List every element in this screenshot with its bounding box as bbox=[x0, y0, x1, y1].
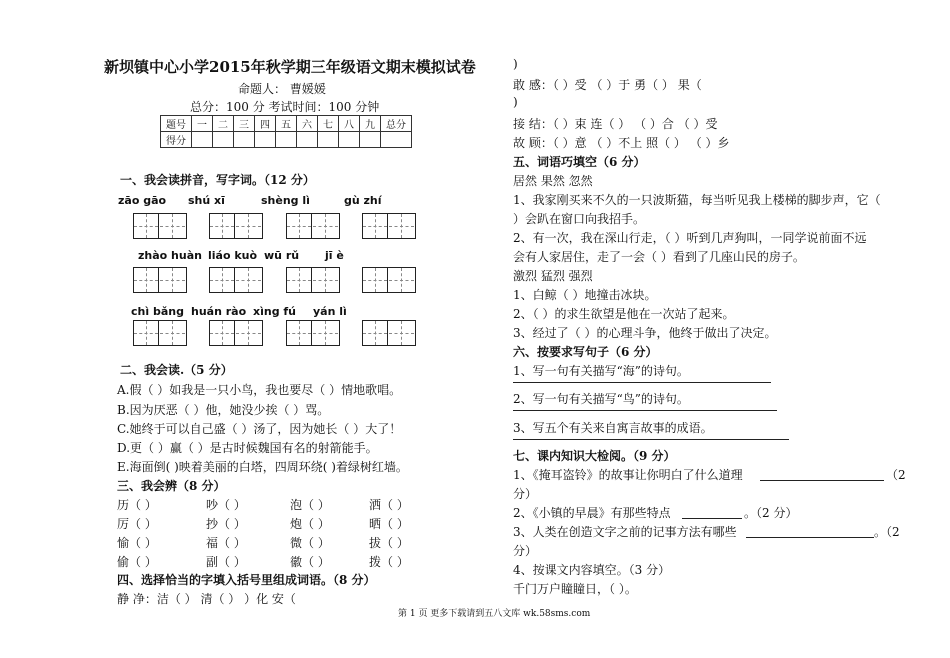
pinyin: jī è bbox=[325, 249, 344, 262]
question-line: E.海面倒( )映着美丽的白塔，四周环绕( )着绿树红墙。 bbox=[117, 460, 408, 474]
answer-line[interactable] bbox=[513, 439, 789, 440]
question-line: 1、《掩耳盗铃》的故事让你明白了什么道理 bbox=[513, 468, 743, 482]
question-line: 接 结：（ ）束 连（ ） （ ）合 （ ）受 bbox=[513, 117, 718, 131]
page-footer: 第 1 页 更多下载请到五八文库 wk.58sms.com bbox=[398, 609, 591, 619]
exam-meta: 总分：100 分 考试时间：100 分钟 bbox=[190, 100, 380, 114]
pinyin: huán rào bbox=[191, 305, 247, 318]
char-item: 厉（ ） bbox=[117, 517, 157, 531]
section5-heading: 五、词语巧填空（6 分） bbox=[513, 155, 646, 169]
score-cell: 七 bbox=[318, 116, 339, 132]
question-line: 4、按课文内容填空。（3 分） bbox=[513, 563, 671, 577]
question-line: 2、写一句有关描写“鸟”的诗句。 bbox=[513, 392, 689, 406]
char-item: 吵（ ） bbox=[206, 498, 246, 512]
score-value-row bbox=[161, 132, 412, 148]
char-item: 泡（ ） bbox=[290, 498, 330, 512]
char-item: 副（ ） bbox=[206, 555, 246, 569]
score-cell: 四 bbox=[255, 116, 276, 132]
char-item: 抄（ ） bbox=[206, 517, 246, 531]
answer-line[interactable] bbox=[746, 537, 874, 538]
question-line: 故 顾：（ ）意 （ ）不上 照（ ） （ ）乡 bbox=[513, 136, 730, 150]
question-line: 2、《小镇的早晨》有那些特点 bbox=[513, 506, 671, 520]
points: 。（2 bbox=[874, 525, 900, 539]
word-choices: 居然 果然 忽然 bbox=[513, 174, 593, 188]
score-cell: 六 bbox=[297, 116, 318, 132]
section2-heading: 二、我会读.（5 分） bbox=[120, 363, 233, 377]
score-cell: 九 bbox=[360, 116, 381, 132]
writing-grid[interactable] bbox=[133, 267, 187, 293]
score-label: 得分 bbox=[161, 132, 192, 148]
pinyin: xìng fú bbox=[253, 305, 297, 318]
continuation: 分） bbox=[513, 487, 538, 501]
writing-grid[interactable] bbox=[133, 213, 187, 239]
question-line: 1、写一句有关描写“海”的诗句。 bbox=[513, 364, 689, 378]
score-cell: 八 bbox=[339, 116, 360, 132]
score-blank[interactable] bbox=[234, 132, 255, 148]
pinyin: wū rǔ bbox=[264, 249, 300, 262]
score-cell: 一 bbox=[192, 116, 213, 132]
score-cell: 二 bbox=[213, 116, 234, 132]
section6-heading: 六、按要求写句子（6 分） bbox=[513, 345, 658, 359]
score-blank[interactable] bbox=[360, 132, 381, 148]
writing-grid[interactable] bbox=[209, 320, 263, 346]
writing-grid[interactable] bbox=[286, 267, 340, 293]
char-item: 炮（ ） bbox=[290, 517, 330, 531]
question-line: 3、写五个有关来自寓言故事的成语。 bbox=[513, 421, 713, 435]
question-line: 敢 感：（ ）受 （ ）于 勇（ ） 果（ bbox=[513, 78, 702, 92]
score-blank[interactable] bbox=[255, 132, 276, 148]
pinyin: chì bǎng bbox=[131, 305, 184, 318]
answer-line[interactable] bbox=[513, 382, 771, 383]
pinyin: zāo gāo bbox=[118, 194, 167, 207]
score-blank[interactable] bbox=[381, 132, 412, 148]
question-line: 静 净：洁（ ） 清（ ） ）化 安（ bbox=[117, 592, 296, 606]
word-choices: 激烈 猛烈 强烈 bbox=[513, 269, 593, 283]
page-title: 新坝镇中心小学2015年秋学期三年级语文期末模拟试卷 bbox=[104, 58, 476, 76]
question-line: 1、白鲸（ ）地撞击冰块。 bbox=[513, 288, 657, 302]
writing-grid[interactable] bbox=[362, 320, 416, 346]
pinyin: zhào huàn bbox=[138, 249, 202, 262]
writing-grid[interactable] bbox=[209, 267, 263, 293]
score-cell: 总分 bbox=[381, 116, 412, 132]
char-item: 晒（ ） bbox=[369, 517, 409, 531]
writing-grid[interactable] bbox=[286, 320, 340, 346]
score-blank[interactable] bbox=[213, 132, 234, 148]
question-line: 会有人家居住，走了一会（ ）看到了几座山民的房子。 bbox=[513, 250, 805, 264]
char-item: 偷（ ） bbox=[117, 555, 157, 569]
question-line: 3、经过了（ ）的心理斗争，他终于做出了决定。 bbox=[513, 326, 777, 340]
question-line: C.她终于可以自己盛（ ）汤了，因为她长（ ）大了！ bbox=[117, 422, 402, 436]
continuation: ) bbox=[513, 57, 518, 71]
writing-grid[interactable] bbox=[133, 320, 187, 346]
pinyin: shèng lì bbox=[261, 194, 310, 207]
writing-grid[interactable] bbox=[286, 213, 340, 239]
score-cell: 三 bbox=[234, 116, 255, 132]
score-blank[interactable] bbox=[192, 132, 213, 148]
answer-line[interactable] bbox=[682, 518, 742, 519]
score-blank[interactable] bbox=[339, 132, 360, 148]
question-line: 1、我家刚买来不久的一只波斯猫，每当听见我上楼梯的脚步声，它（ bbox=[513, 193, 881, 207]
question-line: D.更（ ）赢（ ）是古时候魏国有名的射箭能手。 bbox=[117, 441, 378, 455]
char-item: 拨（ ） bbox=[369, 555, 409, 569]
answer-line[interactable] bbox=[513, 410, 777, 411]
pinyin: shú xī bbox=[188, 194, 225, 207]
section7-heading: 七、课内知识大检阅。（9 分） bbox=[513, 449, 676, 463]
char-item: 微（ ） bbox=[290, 536, 330, 550]
section1-heading: 一、我会读拼音，写字词。（12 分） bbox=[120, 173, 315, 187]
points: （2 bbox=[886, 468, 906, 482]
answer-line[interactable] bbox=[760, 480, 884, 481]
score-cell: 五 bbox=[276, 116, 297, 132]
char-item: 福（ ） bbox=[206, 536, 246, 550]
points: 。（2 分） bbox=[744, 506, 798, 520]
continuation: ) bbox=[513, 95, 518, 109]
score-blank[interactable] bbox=[276, 132, 297, 148]
score-cell: 题号 bbox=[161, 116, 192, 132]
question-line: B.因为厌恶（ ）他，她没少挨（ ）骂。 bbox=[117, 403, 330, 417]
score-blank[interactable] bbox=[318, 132, 339, 148]
pinyin: liáo kuò bbox=[208, 249, 258, 262]
char-item: 徽（ ） bbox=[290, 555, 330, 569]
question-line: 千门万户瞳瞳日，（ ）。 bbox=[513, 582, 637, 596]
question-line: 3、人类在创造文字之前的记事方法有哪些 bbox=[513, 525, 737, 539]
section4-heading: 四、选择恰当的字填入括号里组成词语。（8 分） bbox=[117, 573, 376, 587]
char-item: 历（ ） bbox=[117, 498, 157, 512]
pinyin: gù zhí bbox=[344, 194, 382, 207]
score-blank[interactable] bbox=[297, 132, 318, 148]
score-header-row bbox=[161, 116, 412, 132]
char-item: 洒（ ） bbox=[369, 498, 409, 512]
score-table bbox=[160, 115, 412, 148]
writing-grid[interactable] bbox=[362, 267, 416, 293]
author-line: 命题人： 曹媛媛 bbox=[238, 82, 326, 96]
writing-grid[interactable] bbox=[209, 213, 263, 239]
char-item: 愉（ ） bbox=[117, 536, 157, 550]
question-line: 2、有一次，我在深山行走，（ ）听到几声狗叫，一同学说前面不远 bbox=[513, 231, 867, 245]
question-line: 2、（ ）的求生欲望是他在一次站了起来。 bbox=[513, 307, 735, 321]
question-line: A.假（ ）如我是一只小鸟，我也要尽（ ）情地歌唱。 bbox=[117, 383, 402, 397]
continuation: 分） bbox=[513, 544, 538, 558]
writing-grid[interactable] bbox=[362, 213, 416, 239]
pinyin: yán lì bbox=[313, 305, 347, 318]
char-item: 拔（ ） bbox=[369, 536, 409, 550]
section3-heading: 三、我会辨（8 分） bbox=[117, 479, 226, 493]
question-line: ）会趴在窗口向我招手。 bbox=[513, 212, 646, 226]
